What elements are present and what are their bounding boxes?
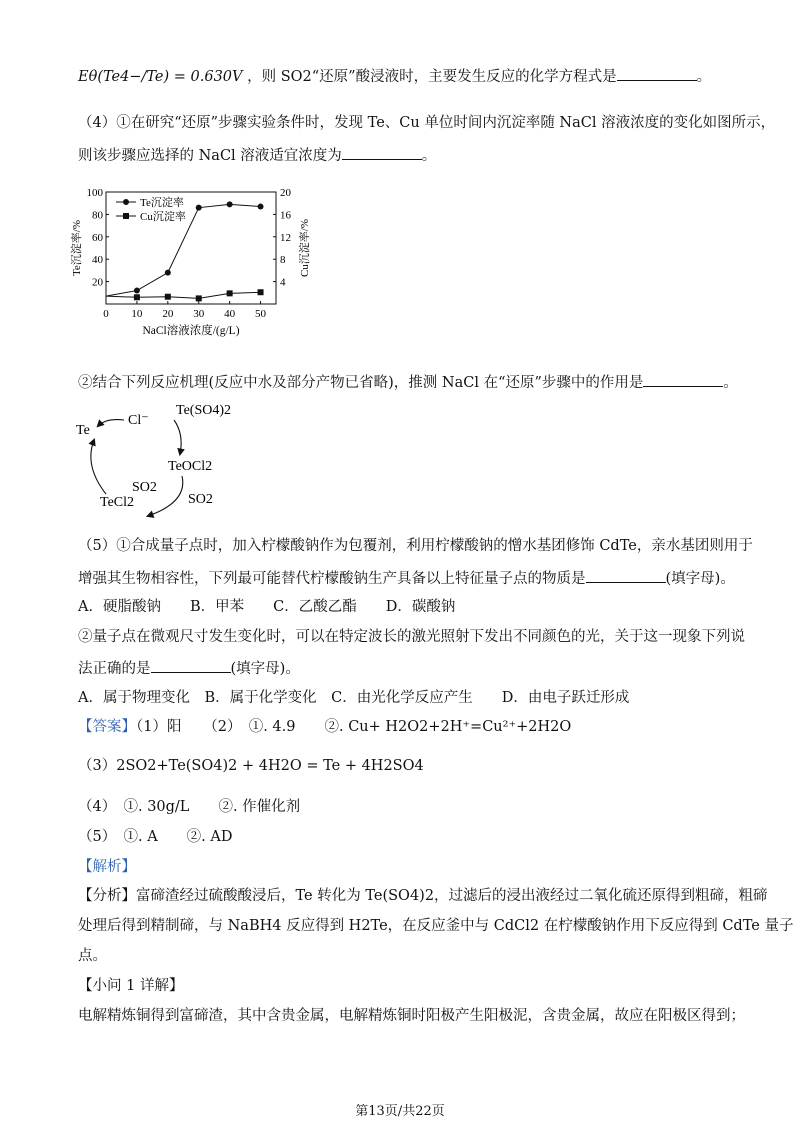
q5-line1: （5）①合成量子点时，加入柠檬酸钠作为包覆剂，利用柠檬酸钠的憎水基团修饰 CdTe，亲水基团则用于 [78,538,753,554]
te-data-point [258,204,264,210]
te-data-point [165,270,171,276]
answer-blank [617,66,697,81]
mech-teocl2: TeOCl2 [168,459,213,474]
q5-line2-tail: (填字母)。 [665,571,735,587]
q3-text: ，则 SO2“还原”酸浸液时，主要发生反应的化学方程式是 [247,69,617,85]
answer-line1 [78,717,571,737]
plot-frame [106,192,276,304]
analysis-sub1: 【小问 1 详解】 [78,978,184,994]
q5-line4-text: 法正确的是 [78,661,151,677]
analysis-label: 【解析】 [78,859,136,875]
x-tick-label: 20 [162,308,174,320]
legend-label-te: Te沉淀率 [140,197,184,209]
mech-so2-b: SO2 [188,492,213,507]
mech-tecl2: TeCl2 [100,495,135,510]
answer-4: （4） ①. 30g/L ②. 作催化剂 [78,799,301,815]
answer-blank [151,658,231,673]
answer-label: 【答案】 [78,719,136,735]
mech-te: Te [76,423,90,438]
legend-marker-te [123,199,129,205]
y-left-tick-label: 60 [92,231,103,244]
cu-data-point [258,289,264,295]
q5-line4-tail: (填字母)。 [230,661,300,677]
q3-tail: 。 [696,69,712,85]
x-tick-label: 10 [131,308,143,320]
mech-so2-a: SO2 [132,480,157,495]
y-left-axis-label: Te沉淀率/% [71,219,83,277]
arrow-tecl2-to-te [91,440,106,494]
cu-data-point [227,290,233,296]
x-tick-label: 0 [103,308,109,320]
y-left-tick-label: 40 [92,254,103,267]
cu-data-point [165,294,171,300]
q4-1-line2-tail: 。 [421,148,437,164]
q4-1-line2-text: 则该步骤应选择的 NaCl 溶液适宜浓度为 [78,148,342,164]
answer-blank [586,568,666,583]
y-right-tick-label: 16 [280,209,291,222]
reaction-mechanism-diagram [70,398,270,520]
mech-cl: Cl⁻ [128,413,149,428]
x-tick-label: 30 [193,308,205,320]
te-data-point [227,201,233,207]
analysis-line4: 电解精炼铜得到富碲渣，其中含贵金属，电解精炼铜时阳极产生阳极泥，含贵金属，故应在阳极区得到； [78,1008,745,1024]
cu-data-point [196,295,202,301]
te-data-point [134,288,140,294]
y-right-tick-label: 20 [280,187,291,199]
analysis-line3: 点。 [78,948,107,964]
answer-blank [643,372,723,387]
x-tick-label: 40 [224,308,236,320]
analysis-line2: 处理后得到精制碲，与 NaBH4 反应得到 H2Te，在反应釜中与 CdCl2 在柠檬酸钠作用下反应得到 CdTe 量子 [78,918,794,934]
legend-marker-cu [123,213,129,219]
cu-data-point [134,294,140,300]
arrow-cl-to-te [98,420,124,426]
q3-line [78,66,711,87]
legend-label-cu: Cu沉淀率 [140,211,186,223]
q5-options2: A．属于物理变化 B．属于化学变化 C．由光化学反应产生 D．由电子跃迁形成 [78,690,630,706]
q4-1-line1: （4）①在研究“还原”步骤实验条件时，发现 Te、Cu 单位时间内沉淀率随 NaCl 溶液浓度的变化如图所示， [78,115,776,131]
q4-2-tail: 。 [723,375,738,391]
q4-1-line2 [78,145,436,166]
y-left-tick-label: 80 [92,209,103,222]
series-line-cu [106,292,261,298]
y-right-tick-label: 8 [280,254,286,267]
answer-5: （5） ①. A ②. AD [78,829,233,845]
answer-1: （1）阳 （2） ①. 4.9 ②. Cu+ H2O2+2H⁺=Cu²⁺+2H2O [136,719,572,735]
te-data-point [196,205,202,211]
q5-line3: ②量子点在微观尺寸发生变化时，可以在特定波长的激光照射下发出不同颜色的光，关于这一现象下列说 [78,629,745,645]
y-left-tick-label: 100 [86,187,103,199]
q4-2-line [78,372,738,393]
x-tick-label: 50 [255,308,267,320]
q4-2-text: ②结合下列反应机理(反应中水及部分产物已省略)，推测 NaCl 在“还原”步骤中的作用是 [78,375,644,391]
analysis-line1: 【分析】富碲渣经过硫酸酸浸后，Te 转化为 Te(SO4)2，过滤后的浸出液经过二氧化硫还原得到粗碲，粗碲 [78,888,768,904]
x-axis-label: NaCl溶液浓度/(g/L) [142,325,240,337]
q5-line4 [78,658,300,679]
answer-blank [342,145,422,160]
y-left-tick-label: 20 [92,276,103,289]
q5-options1: A．硬脂酸钠 B．甲苯 C．乙酸乙酯 D．碳酸钠 [78,599,456,615]
page-footer: 第13页/共22页 [355,1104,445,1119]
mech-teso4: Te(SO4)2 [176,403,232,418]
potential-formula: Eθ(Te4−/Te) = 0.630V [78,69,243,85]
y-right-axis-label: Cu沉淀率/% [299,218,311,278]
answer-3: （3）2SO2+Te(SO4)2 + 4H2O = Te + 4H2SO4 [78,758,424,774]
arrow-teso4-to-teocl2 [174,420,181,454]
q5-line2 [78,568,735,589]
y-right-tick-label: 12 [280,231,291,244]
precipitation-chart [70,182,330,352]
q5-line2-text: 增强其生物相容性，下列最可能替代柠檬酸钠生产具备以上特征量子点的物质是 [78,571,586,587]
y-right-tick-label: 4 [280,276,286,289]
